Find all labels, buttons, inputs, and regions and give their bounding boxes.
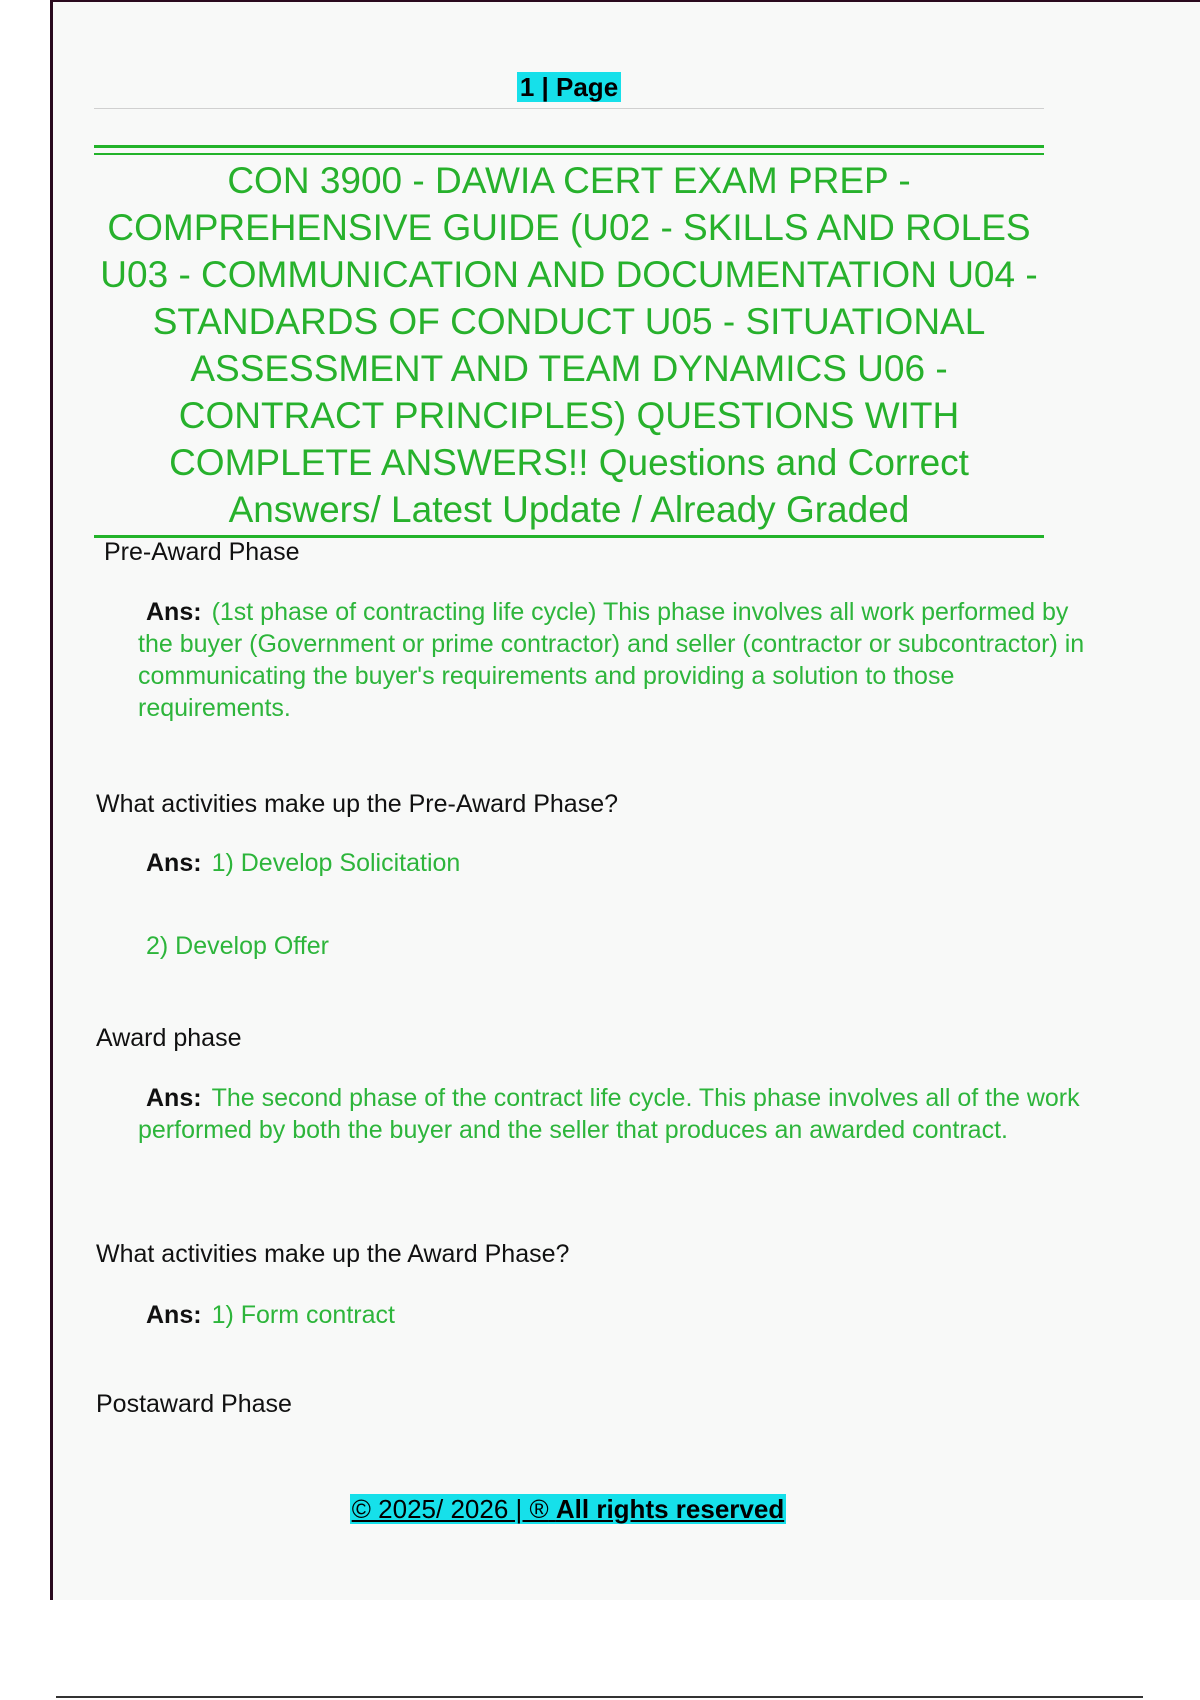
answer-block [138, 1082, 1098, 1146]
title-rule-top [94, 145, 1044, 148]
copyright-year: © 2025/ 2026 | ® [351, 1494, 549, 1524]
answer-label: Ans: [146, 849, 202, 877]
page-footer [0, 1494, 1136, 1525]
title-rule-top-double [94, 153, 1044, 155]
answer-label: Ans: [146, 1301, 202, 1329]
answer-block [138, 1299, 1098, 1331]
document-title: CON 3900 - DAWIA CERT EXAM PREP - COMPREHENSIVE GUIDE (U02 - SKILLS AND ROLES U03 - COMMUNICATION AND DOCUMENTATION U04 - STANDARDS OF CONDUCT U05 - SITUATIONAL ASSESSMENT AND TEAM DYNAMICS U06 - CONTRACT PRINCIPLES) QUESTIONS WITH COMPLETE ANSWERS!! Questions and Correct Answers/ Latest Update / Already Graded [100, 160, 1038, 530]
answer-block [138, 596, 1098, 724]
answer-continuation: 2) Develop Offer [146, 932, 329, 960]
copyright-notice [350, 1494, 786, 1524]
answer-text: 1) Develop Solicitation [211, 849, 461, 877]
question-text: Postaward Phase [96, 1390, 292, 1418]
page-header [94, 72, 1044, 103]
page-number: 1 | Page [517, 72, 621, 102]
rights-text: All rights reserved [555, 1494, 785, 1524]
answer-label: Ans: [146, 598, 202, 626]
question-text: What activities make up the Pre-Award Phase? [96, 790, 619, 818]
answer-text: The second phase of the contract life cycle. This phase involves all of the work performed by both the buyer and the seller that produces an awarded contract. [138, 1084, 1080, 1144]
answer-text: 1) Form contract [211, 1301, 395, 1329]
header-divider [94, 108, 1044, 109]
question-text: Pre-Award Phase [104, 538, 300, 566]
question-text: Award phase [96, 1024, 242, 1052]
answer-label: Ans: [146, 1084, 202, 1112]
question-text: What activities make up the Award Phase? [96, 1240, 570, 1268]
answer-text: (1st phase of contracting life cycle) This phase involves all work performed by the buyer (Government or prime contractor) and seller (contractor or subcontractor) in communicating the buyer's requirements and providing a solution to those requirements. [138, 598, 1085, 722]
bottom-divider [56, 1696, 1143, 1698]
answer-block [138, 847, 1098, 879]
